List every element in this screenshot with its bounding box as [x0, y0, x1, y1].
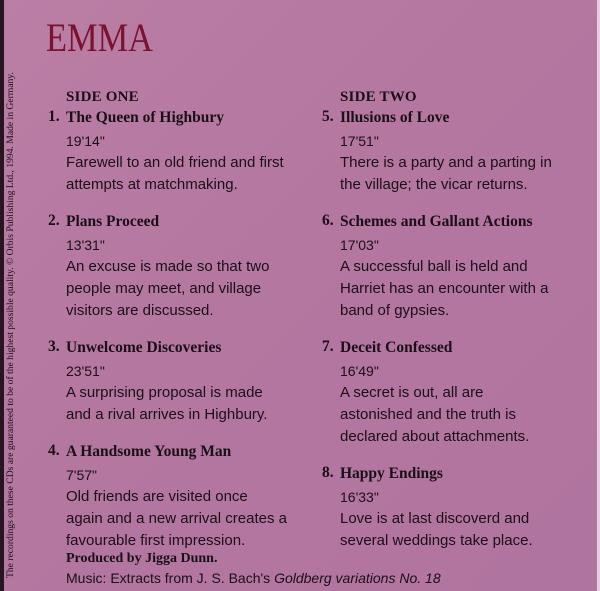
track-description-line: astonished and the truth is [340, 406, 516, 423]
track-item [48, 442, 316, 552]
track-number: 2. [48, 212, 60, 229]
track-description-line: A secret is out, all are [340, 384, 484, 401]
track-item [48, 338, 316, 442]
credits-block [66, 550, 441, 588]
track-description-line: An excuse is made so that two [66, 258, 270, 275]
left-edge [0, 0, 4, 591]
track-description-line: visitors are discussed. [66, 302, 214, 319]
track-duration: 19'14" [66, 133, 105, 149]
music-credit [66, 568, 441, 588]
track-description-line: attempts at matchmaking. [66, 176, 238, 193]
track-duration: 13'31" [66, 237, 105, 253]
track-item [322, 338, 590, 464]
track-number: 1. [48, 108, 60, 125]
track-description-line: A successful ball is held and [340, 258, 528, 275]
track-description-line: again and a new arrival creates a [66, 510, 287, 527]
track-description-line: Love is at last discoverd and [340, 510, 530, 527]
track-name: Schemes and Gallant Actions [340, 213, 533, 230]
track-description-line: A surprising proposal is made [66, 384, 263, 401]
track-item [322, 464, 590, 552]
track-name: Deceit Confessed [340, 339, 453, 356]
track-duration: 23'51" [66, 363, 105, 379]
track-description-line: favourable first impression. [66, 532, 246, 549]
track-name: Illusions of Love [340, 109, 450, 126]
music-work-title: Goldberg variations No. 18 [274, 570, 441, 586]
track-item [48, 212, 316, 338]
producer-credit: Produced by Jigga Dunn. [66, 551, 218, 566]
track-description-line: and a rival arrives in Highbury. [66, 406, 268, 423]
side-one-column [48, 89, 316, 552]
track-name: A Handsome Young Man [66, 443, 232, 460]
music-credit-prefix: Music: Extracts from J. S. Bach's [66, 570, 275, 586]
track-number: 5. [322, 108, 334, 125]
side-two-heading: SIDE TWO [340, 89, 417, 105]
side-one-heading: SIDE ONE [66, 89, 139, 105]
track-description-line: Farewell to an old friend and first [66, 154, 284, 171]
track-number: 8. [322, 464, 334, 481]
track-description-line: There is a party and a parting in [340, 154, 552, 171]
track-description-line: the village; the vicar returns. [340, 176, 528, 193]
track-duration: 16'49" [340, 363, 379, 379]
track-description-line: people may meet, and village [66, 280, 262, 297]
track-duration: 17'51" [340, 133, 379, 149]
vertical-copyright-text: The recordings on these CDs are guaranteed to be of the highest possible quality. © Orbis Publishing Ltd., 1994. Made in Germany. [5, 72, 16, 578]
track-number: 4. [48, 442, 60, 459]
track-number: 6. [322, 212, 334, 229]
track-description-line: declared about attachments. [340, 428, 530, 445]
track-duration: 7'57" [66, 467, 98, 483]
track-name: The Queen of Highbury [66, 109, 225, 126]
track-name: Happy Endings [340, 465, 443, 482]
album-title: EMMA [46, 15, 154, 60]
track-item [322, 108, 590, 212]
track-item [322, 212, 590, 338]
track-number: 3. [48, 338, 60, 355]
track-item [48, 108, 316, 212]
track-duration: 16'33" [340, 489, 379, 505]
track-name: Unwelcome Discoveries [66, 339, 222, 356]
track-number: 7. [322, 338, 334, 355]
track-description-line: several weddings take place. [340, 532, 533, 549]
track-name: Plans Proceed [66, 213, 160, 230]
track-description-line: Harriet has an encounter with a [340, 280, 549, 297]
side-two-column [322, 89, 590, 552]
track-description-line: Old friends are visited once [66, 488, 248, 505]
track-description-line: band of gypsies. [340, 302, 450, 319]
track-duration: 17'03" [340, 237, 379, 253]
